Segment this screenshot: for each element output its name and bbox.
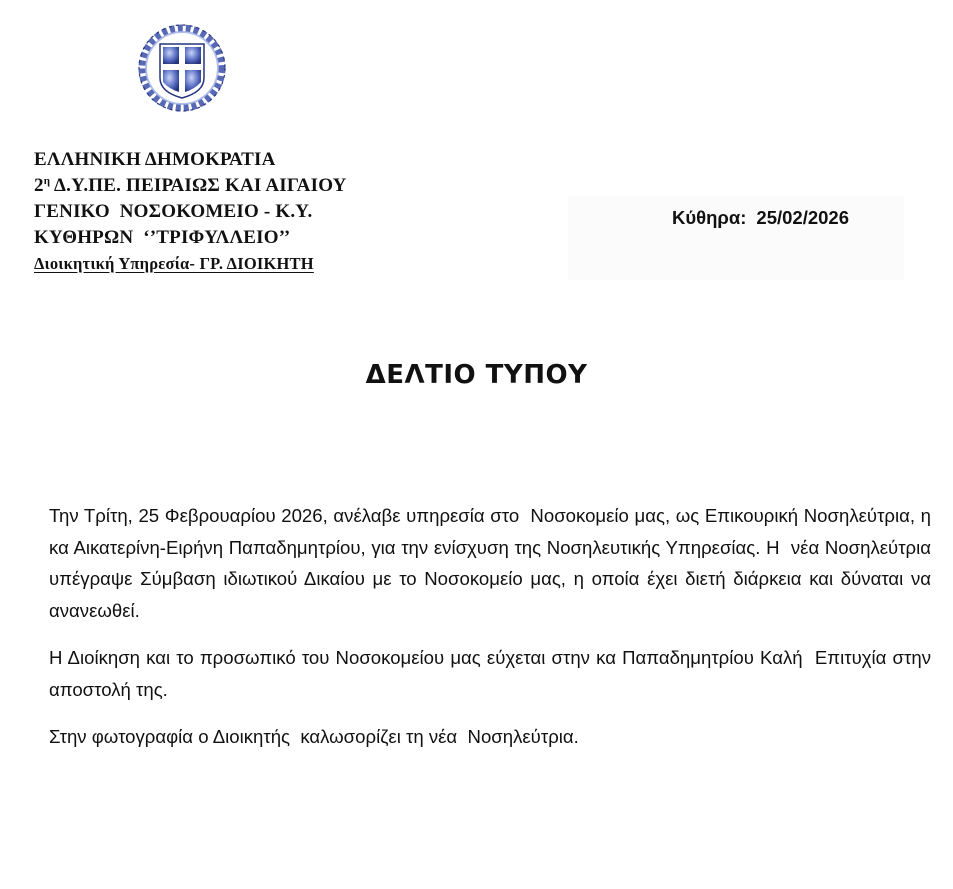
country-name: ΕΛΛΗΝΙΚΗ ΔΗΜΟΚΡΑΤΙΑ xyxy=(34,149,276,170)
paragraph-wishes: Η Διοίκηση και το προσωπικό του Νοσοκομείου μας εύχεται στην κα Παπαδημητρίου Καλή Επιτυχία στην αποστολή της. xyxy=(49,647,937,700)
hospital-name-line-1: ΓΕΝΙΚΟ ΝΟΣΟΚΟΜΕΙΟ - Κ.Υ. xyxy=(34,201,313,222)
region-ordinal-suffix: η xyxy=(43,175,51,187)
date-line xyxy=(672,207,849,229)
region-number: 2 xyxy=(34,175,44,196)
health-region xyxy=(34,173,347,199)
press-release-body xyxy=(49,500,937,769)
region-name: Δ.Υ.ΠΕ. ΠΕΙΡΑΙΩΣ ΚΑΙ ΑΙΓΑΙΟΥ xyxy=(50,175,347,196)
department-name: Διοικητική Υπηρεσία- ΓΡ. ΔΙΟΙΚΗΤΗ xyxy=(34,254,314,273)
paragraph-announcement: Την Τρίτη, 25 Φεβρουαρίου 2026, ανέλαβε υπηρεσία στο Νοσοκομείο μας, ως Επικουρική Νοσηλεύτρια, η κα Αικατερίνη-Ειρήνη Παπαδημητρίου, για την ενίσχυση της Νοσηλευτικής Υπηρεσίας. Η νέα Νοσηλεύτρια υπέγραψε Σύμβαση ιδιωτικού Δικαίου με το Νοσοκομείο μας, η οποία έχει διετή διάρκεια και δύναται να ανανεωθεί. xyxy=(49,505,937,621)
paragraph-photo-caption: Στην φωτογραφία ο Διοικητής καλωσορίζει τη νέα Νοσηλεύτρια. xyxy=(49,726,579,747)
hospital-name-line-2: ΚΥΘΗΡΩΝ ‘’ΤΡΙΦΥΛΛΕΙΟ’’ xyxy=(34,227,291,248)
date-value: 25/02/2026 xyxy=(756,207,850,228)
place-label: Κύθηρα: xyxy=(672,207,747,228)
document-title: ΔΕΛΤΙΟ ΤΥΠΟΥ xyxy=(365,360,588,390)
issuing-authority-header xyxy=(34,147,347,277)
greek-coat-of-arms-emblem xyxy=(136,22,228,114)
coat-of-arms-icon xyxy=(136,22,228,114)
